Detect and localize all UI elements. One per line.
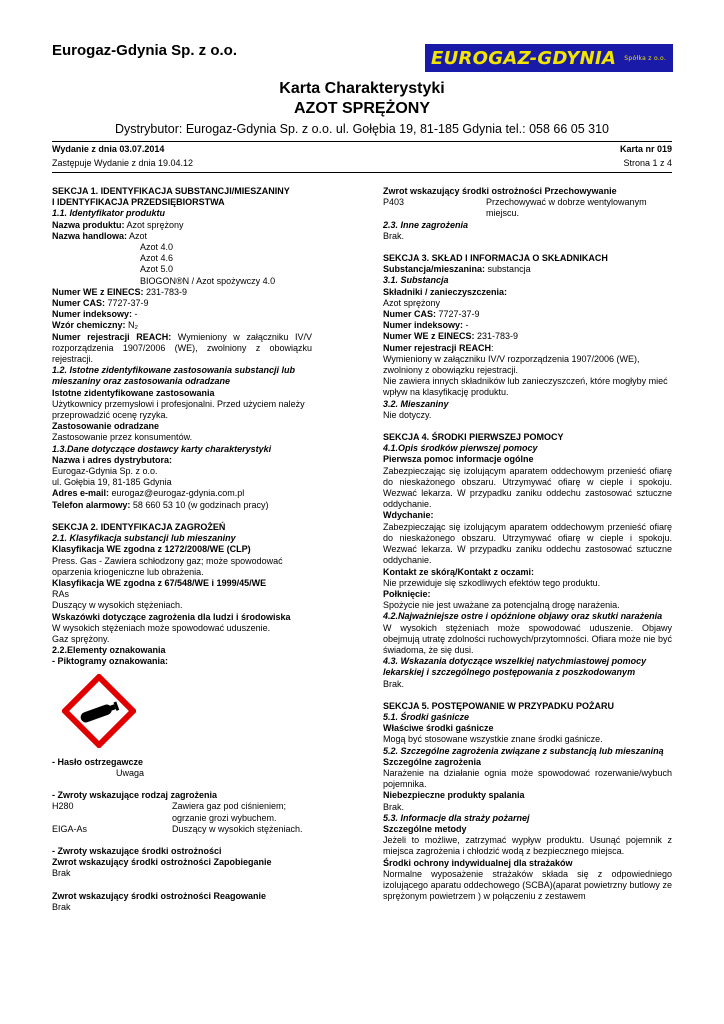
- section-1-title-cont: I IDENTYFIKACJA PRZEDSIĘBIORSTWA: [52, 197, 225, 208]
- subsection-5-1: 5.1. Środki gaśnicze: [383, 711, 470, 722]
- subsection-2-1: 2.1. Klasyfikacja substancji lub mieszaniny: [52, 533, 236, 544]
- hazard-text: W wysokich stężeniach może spowodować uduszenie.: [52, 622, 271, 633]
- special-methods-label: Szczególne metody: [383, 823, 467, 834]
- section-3-title: SEKCJA 3. SKŁAD I INFORMACJA O SKŁADNIKACH: [383, 253, 608, 264]
- storage-row: [383, 197, 672, 219]
- skin-contact-text: Nie przewiduje się szkodliwych efektów tego produktu.: [383, 577, 601, 588]
- inhalation-label: Wdychanie:: [383, 510, 434, 521]
- prevention-label: Zwrot wskazujący środki ostrożności Zapobieganie: [52, 857, 272, 868]
- reach-number: Numer rejestracji REACH:: [383, 342, 494, 353]
- section-1-title: SEKCJA 1. IDENTYFIKACJA SUBSTANCJI/MIESZANINY: [52, 186, 290, 196]
- document-title: Karta Charakterystyki: [279, 80, 445, 97]
- trade-name-item: Azot 5.0: [140, 264, 174, 275]
- pictogram-label: - Piktogramy oznakowania:: [52, 656, 169, 667]
- signal-word-label: - Hasło ostrzegawcze: [52, 756, 144, 767]
- subsection-4-2: 4.2.Najważniejsze ostre i opóźnione objawy oraz skutki narażenia: [383, 611, 663, 622]
- section-4-title: SEKCJA 4. ŚRODKI PIERWSZEJ POMOCY: [383, 432, 564, 443]
- subsection-5-3: 5.3. Informacje dla straży pożarnej: [383, 812, 530, 823]
- replaces-edition: Zastępuje Wydanie z dnia 19.04.12: [52, 158, 194, 168]
- dsd-text: RAs: [52, 589, 70, 600]
- response-value: Brak: [52, 901, 71, 912]
- subsection-4-3-value: Brak.: [383, 678, 405, 689]
- response-label: Zwrot wskazujący środki ostrożności Reagowanie: [52, 890, 267, 901]
- dsd-text: Duszący w wysokich stężeniach.: [52, 600, 183, 611]
- subsection-3-2: 3.2. Mieszaniny: [383, 398, 449, 409]
- we-number: Numer WE z EINECS: 231-783-9: [383, 331, 519, 342]
- supplier-line: ul. Gołębia 19, 81-185 Gdynia: [52, 477, 172, 488]
- hazard-statements-label: - Zwroty wskazujące rodzaj zagrożenia: [52, 790, 218, 801]
- divider: [52, 172, 672, 173]
- left-column: [52, 186, 312, 913]
- logo-text: EUROGAZ-GDYNIA: [431, 47, 617, 69]
- card-number: Karta nr 019: [619, 144, 672, 154]
- first-aid-label: Pierwsza pomoc informacje ogólne: [383, 454, 534, 465]
- discouraged-text: Zastosowanie przez konsumentów.: [52, 432, 193, 443]
- special-hazards-text: Narażenie na działanie ognia może spowodować rozerwanie/wybuch pojemnika.: [383, 767, 672, 790]
- product-name: Nazwa produktu: Azot sprężony: [52, 219, 184, 230]
- p-text: Przechowywać w dobrze wentylowanym miejscu.: [486, 197, 647, 219]
- subsection-1-1: 1.1. Identyfikator produktu: [52, 208, 166, 219]
- product-title: AZOT SPRĘŻONY: [293, 100, 430, 117]
- page-number: Strona 1 z 4: [623, 158, 672, 168]
- signal-word: Uwaga: [116, 767, 145, 778]
- skin-contact-label: Kontakt ze skórą/Kontakt z oczami:: [383, 566, 535, 577]
- combustion-products-value: Brak.: [383, 801, 405, 812]
- logo-subtext: Spółka z o.o.: [624, 54, 667, 62]
- storage-label: Zwrot wskazujący środki ostrożności Przechowywanie: [383, 186, 617, 196]
- h-code: EIGA-As: [52, 823, 88, 834]
- distributor-line: Dystrybutor: Eurogaz-Gdynia Sp. z o.o. ul. Gołębia 19, 81-185 Gdynia tel.: 058 66 05 310: [114, 122, 610, 136]
- ingestion-text: Spożycie nie jest uważane za potencjalną drogę narażenia.: [383, 600, 620, 611]
- supplier-line: Eurogaz-Gdynia Sp. z o.o.: [52, 466, 158, 477]
- subsection-2-2: 2.2.Elementy oznakowania: [52, 645, 166, 656]
- right-column: [383, 186, 672, 902]
- dsd-label: Klasyfikacja WE zgodna z 67/548/WE i 1999/45/WE: [52, 577, 267, 588]
- prevention-value: Brak: [52, 868, 71, 879]
- special-hazards-label: Szczególne zagrożenia: [383, 756, 482, 767]
- components-label: Składniki / zanieczyszczenia:: [383, 286, 508, 297]
- clp-text: Press. Gas - Zawiera schłodzony gaz; może spowodować oparzenia kriogeniczne lub obrażenia.: [52, 555, 283, 577]
- chemical-formula: Wzór chemiczny: N₂: [52, 320, 139, 331]
- subsection-2-3: 2.3. Inne zagrożenia: [383, 219, 469, 230]
- company-name: Eurogaz-Gdynia Sp. z o.o.: [52, 42, 238, 59]
- phone-line: Telefon alarmowy: 58 660 53 10 (w godzinach pracy): [52, 499, 269, 510]
- hazard-statement-row: [52, 801, 312, 823]
- subsection-1-2: 1.2. Istotne zidentyfikowane zastosowania substancji lub mieszaniny oraz zastosowania odradzane: [52, 365, 296, 387]
- index-number: Numer indeksowy: -: [383, 320, 469, 331]
- ingestion-label: Połknięcie:: [383, 588, 431, 599]
- h-text: Zawiera gaz pod ciśnieniem; ogrzanie grozi wybuchem.: [172, 801, 287, 823]
- email-line: Adres e-mail: eurogaz@eurogaz-gdynia.com.pl: [52, 488, 245, 499]
- combustion-products-label: Niebezpieczne produkty spalania: [383, 790, 525, 801]
- index-number: Numer indeksowy: -: [52, 309, 138, 320]
- section-5-title: SEKCJA 5. POSTĘPOWANIE W PRZYPADKU POŻARU: [383, 700, 615, 711]
- extinguishing-text: Mogą być stosowane wszystkie znane środki gaśnicze.: [383, 734, 603, 745]
- cas-number: Numer CAS: 7727-37-9: [383, 309, 480, 320]
- reach-text: Wymieniony w załączniku IV/V rozporządzenia 1907/2006 (WE), zwolniony z obowiązku rejestracji.: [383, 353, 640, 376]
- edition-date: Wydanie z dnia 03.07.2014: [52, 144, 165, 154]
- firefighter-ppe-text: Normalne wyposażenie strażaków składa się z odpowiedniego izolującego aparatu oddechowego (SCBA)(aparat powietrzny butlowy ze sprężonym powietrzem ) w połączeniu z zestawem: [383, 868, 672, 902]
- extinguishing-label: Właściwe środki gaśnicze: [383, 723, 494, 734]
- trade-name-item: Azot 4.6: [140, 253, 174, 264]
- gas-cylinder-pictogram-icon: [62, 674, 136, 748]
- clp-label: Klasyfikacja WE zgodna z 1272/2008/WE (CLP): [52, 544, 251, 555]
- h-text: Duszący w wysokich stężeniach.: [172, 823, 303, 834]
- subsection-3-2-value: Nie dotyczy.: [383, 409, 432, 420]
- special-methods-text: Jeżeli to możliwe, zatrzymać wypływ produktu. Usunąć pojemnik z miejsca zagrożenia i chłodzić wodą z bezpiecznego miejsca.: [383, 835, 672, 857]
- hazard-text: Gaz sprężony.: [52, 633, 110, 644]
- firefighter-ppe-label: Środki ochrony indywidualnej dla strażaków: [383, 857, 573, 868]
- trade-name: Nazwa handlowa: Azot: [52, 230, 148, 241]
- uses-text: Użytkownicy przemysłowi i profesjonalni. Przed użyciem należy przeprowadzić ocenę ryzyka.: [52, 398, 305, 421]
- divider: [52, 141, 672, 142]
- trade-name-item: Azot 4.0: [140, 242, 174, 253]
- subsection-4-3: 4.3. Wskazania dotyczące wszelkiej natychmiastowej pomocy lekarskiej i szczególnego postępowania z poszkodowanym: [383, 656, 647, 678]
- substance-line: Substancja/mieszanina: substancja: [383, 264, 531, 275]
- subsection-1-3: 1.3.Dane dotyczące dostawcy karty charakterystyki: [52, 443, 272, 454]
- subsection-5-2: 5.2. Szczególne zagrożenia związane z substancją lub mieszaniną: [383, 745, 664, 756]
- company-logo: [425, 44, 673, 72]
- we-number: Numer WE z EINECS: 231-783-9: [52, 286, 188, 297]
- section-2-title: SEKCJA 2. IDENTYFIKACJA ZAGROŻEŃ: [52, 521, 226, 532]
- trade-name-item: BIOGON®N / Azot spożywczy 4.0: [140, 275, 276, 286]
- first-aid-text: Zabezpieczając się izolującym aparatem oddechowym przenieść ofiarę do nieskażonego obszaru. Utrzymywać ofiarę w cieple i spokoju. Wezwać lekarza. W przypadku zaniku oddechu zastosować sztuczne oddychanie.: [383, 465, 672, 510]
- hazard-label: Wskazówki dotyczące zagrożenia dla ludzi i środowiska: [52, 611, 291, 622]
- subsection-3-1: 3.1. Substancja: [383, 275, 449, 286]
- precaution-label: - Zwroty wskazujące środki ostrożności: [52, 845, 222, 856]
- uses-label: Istotne zidentyfikowane zastosowania: [52, 387, 215, 398]
- hazard-statement-row: [52, 824, 312, 835]
- p-code: P403: [383, 197, 405, 208]
- h-code: H280: [52, 801, 74, 812]
- supplier-label: Nazwa i adres dystrybutora:: [52, 454, 173, 465]
- subsection-4-2-text: W wysokich stężeniach może spowodować uduszenie. Objawy obejmują utratę zdolności ruchowych/przytomności. Ofiara może nie być świadoma, że się dusi.: [383, 622, 672, 655]
- cas-number: Numer CAS: 7727-37-9: [52, 298, 149, 309]
- reach-number: Numer rejestracji REACH: Wymieniony w załączniku IV/V rozporządzenia 1907/2006 (WE), zwolniony z obowiązku rejestracji.: [52, 331, 312, 365]
- discouraged-label: Zastosowanie odradzane: [52, 421, 160, 432]
- subsection-2-3-value: Brak.: [383, 230, 405, 241]
- email-link[interactable]: eurogaz@eurogaz-gdynia.com.pl: [109, 488, 245, 499]
- other-components-text: Nie zawiera innych składników lub zanieczyszczeń, które mogłyby mieć wpływ na klasyfikację produktu.: [383, 376, 668, 398]
- subsection-4-1: 4.1.Opis środków pierwszej pomocy: [383, 443, 538, 454]
- inhalation-text: Zabezpieczając się izolującym aparatem oddechowym przenieść ofiarę do nieskażonego obszaru. Utrzymywać ofiarę w cieple i spokoju. Wezwać lekarza. W przypadku zaniku oddechu zastosować sztuczne oddychanie.: [383, 521, 672, 566]
- components-value: Azot sprężony: [383, 297, 441, 308]
